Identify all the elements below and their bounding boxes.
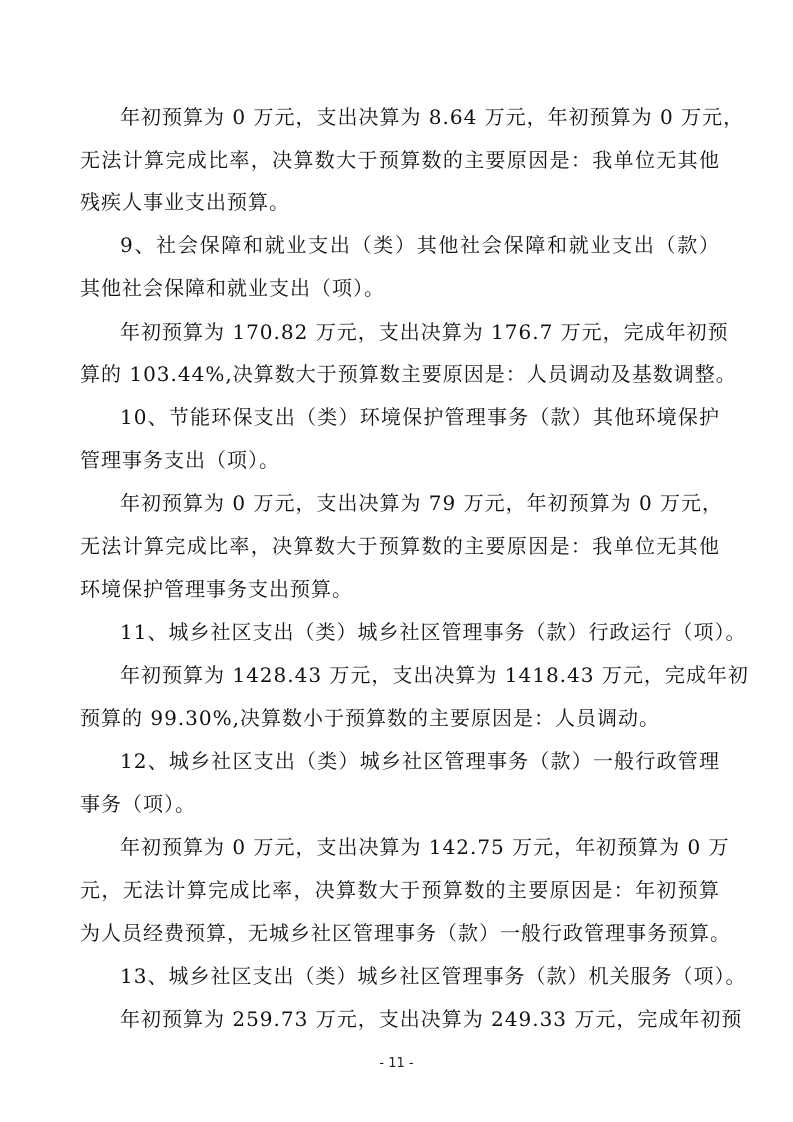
- section-heading-9: 9、社会保障和就业支出（类）其他社会保障和就业支出（款）: [120, 233, 720, 257]
- section-heading-9-cont: 其他社会保障和就业支出（项）。: [80, 276, 385, 300]
- section-heading-12: 12、城乡社区支出（类）城乡社区管理事务（款）一般行政管理: [120, 749, 720, 773]
- text-line: 年初预算为 170.82 万元，支出决算为 176.7 万元，完成年初预: [120, 320, 729, 344]
- text-line: 年初预算为 0 万元，支出决算为 142.75 万元，年初预算为 0 万: [120, 835, 730, 859]
- text-line: 环境保护管理事务支出预算。: [80, 577, 353, 601]
- text-line: 算的 103.44%,决算数大于预算数主要原因是：人员调动及基数调整。: [80, 362, 737, 386]
- text-line: 预算的 99.30%,决算数小于预算数的主要原因是：人员调动。: [80, 706, 660, 730]
- text-line: 年初预算为 0 万元，支出决算为 8.64 万元，年初预算为 0 万元，: [120, 105, 745, 129]
- text-line: 无法计算完成比率，决算数大于预算数的主要原因是：我单位无其他: [80, 534, 720, 558]
- section-heading-10: 10、节能环保支出（类）环境保护管理事务（款）其他环境保护: [120, 405, 720, 429]
- text-line: 无法计算完成比率，决算数大于预算数的主要原因是：我单位无其他: [80, 148, 720, 172]
- section-heading-12-cont: 事务（项）。: [80, 792, 196, 816]
- section-heading-10-cont: 管理事务支出（项）。: [80, 448, 280, 472]
- section-heading-11: 11、城乡社区支出（类）城乡社区管理事务（款）行政运行（项）。: [120, 620, 747, 644]
- text-line: 元，无法计算完成比率，决算数大于预算数的主要原因是：年初预算: [80, 878, 720, 902]
- text-line: 为人员经费预算，无城乡社区管理事务（款）一般行政管理事务预算。: [80, 921, 731, 945]
- text-line: 年初预算为 0 万元，支出决算为 79 万元，年初预算为 0 万元，: [120, 491, 724, 515]
- text-line: 年初预算为 1428.43 万元，支出决算为 1418.43 万元，完成年初: [120, 663, 749, 687]
- page-number: - 11 -: [379, 1056, 414, 1071]
- section-heading-13: 13、城乡社区支出（类）城乡社区管理事务（款）机关服务（项）。: [120, 964, 747, 988]
- text-line: 年初预算为 259.73 万元，支出决算为 249.33 万元，完成年初预: [120, 1007, 743, 1031]
- text-line: 残疾人事业支出预算。: [80, 190, 290, 214]
